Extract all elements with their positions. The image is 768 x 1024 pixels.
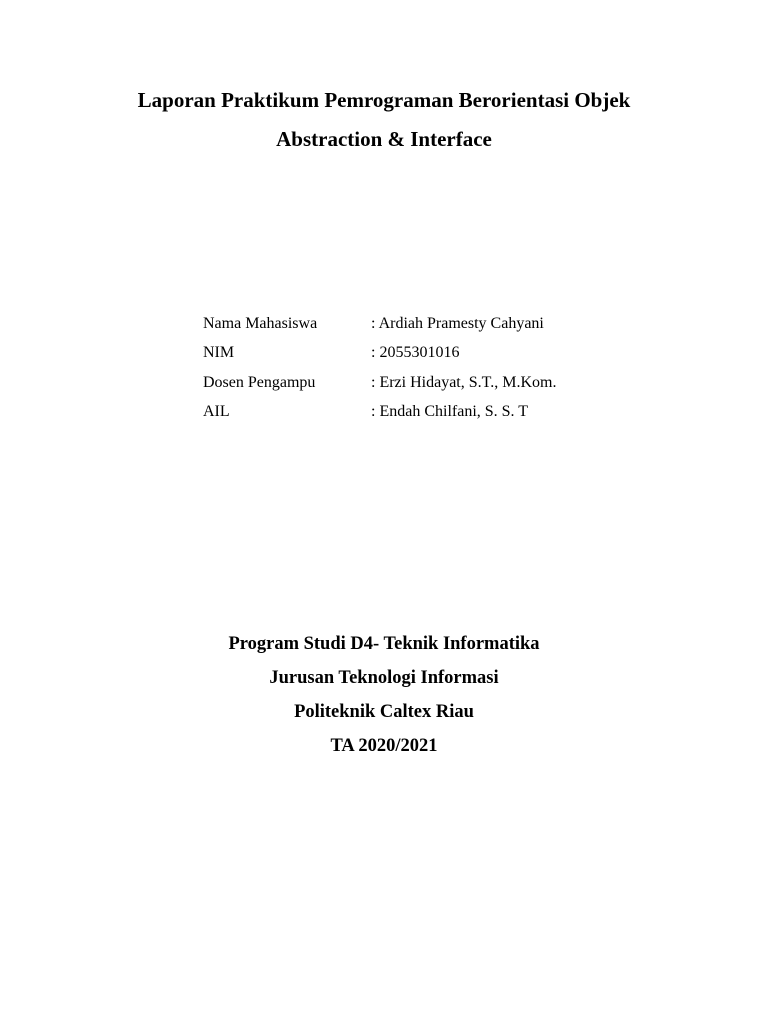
info-row-ail xyxy=(203,401,623,430)
program-name: Program Studi D4- Teknik Informatika xyxy=(228,634,540,654)
info-label: NIM xyxy=(203,344,235,362)
document-subtitle: Abstraction & Interface xyxy=(276,127,492,151)
info-value: : 2055301016 xyxy=(371,344,460,362)
info-value: : Endah Chilfani, S. S. T xyxy=(371,402,529,420)
info-row-dosen xyxy=(203,372,623,401)
info-row-nim xyxy=(203,342,623,371)
info-value: : Ardiah Pramesty Cahyani xyxy=(371,315,544,332)
document-title: Laporan Praktikum Pemrograman Berorientasi Objek xyxy=(137,88,631,112)
info-label: Dosen Pengampu xyxy=(203,373,316,391)
info-value: : Erzi Hidayat, S.T., M.Kom. xyxy=(371,373,557,391)
student-info-table xyxy=(203,313,623,430)
academic-year: TA 2020/2021 xyxy=(330,736,438,756)
info-label: Nama Mahasiswa xyxy=(203,315,318,332)
info-row-nama xyxy=(203,313,623,342)
school-name: Politeknik Caltex Riau xyxy=(294,702,474,722)
info-label: AIL xyxy=(203,402,230,420)
department-name: Jurusan Teknologi Informasi xyxy=(269,668,499,688)
